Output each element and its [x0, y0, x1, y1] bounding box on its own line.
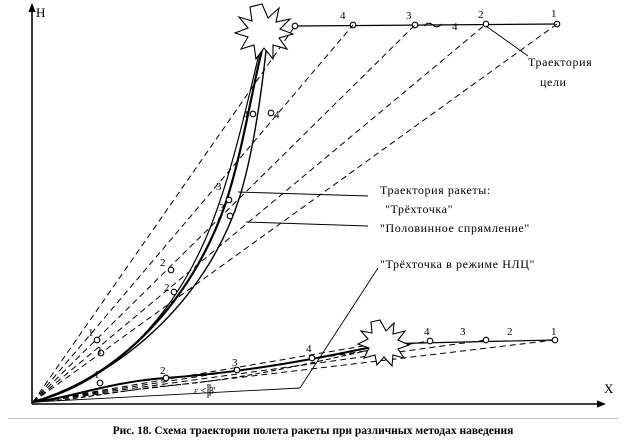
sight-lines-upper	[33, 21, 557, 402]
figure-caption: Рис. 18. Схема траектории полета ракеты при различных методах наведения	[112, 425, 514, 437]
annotation-target-trajectory-line1: Траектория	[528, 55, 593, 69]
intercept-burst-lower	[358, 320, 409, 366]
annotation-angle-epsilon: ε < 3'	[194, 386, 216, 397]
missile-tracks-upper	[33, 32, 274, 402]
marker-target-lower-2: 2	[507, 326, 513, 338]
axis-label-y: H	[36, 5, 46, 20]
marker-missile-lower-3: 3	[232, 357, 238, 369]
target-track-upper	[292, 21, 560, 29]
annotation-missile-trajectory-title: Траектория ракеты:	[380, 183, 491, 197]
marker-target-upper-4: 4	[340, 10, 346, 22]
axis-label-x: X	[604, 381, 614, 396]
marker-target-upper-2: 2	[478, 9, 484, 21]
marker-target-upper-1: 1	[551, 8, 557, 20]
marker-missile-lower-4: 4	[306, 343, 312, 355]
marker-target-upper-4b: 4	[452, 21, 458, 33]
marker-missile-upper-3a: 3	[216, 181, 222, 193]
marker-target-lower-4: 4	[424, 326, 430, 338]
marker-missile-upper-2b: 2	[164, 282, 170, 294]
caption-divider	[8, 418, 618, 419]
annotation-method-half-straight: "Половинное спрямление"	[380, 221, 530, 235]
annotation-method-three-point: "Трёхточка"	[385, 202, 454, 216]
marker-missile-upper-4b: 4	[274, 109, 280, 121]
intercept-burst-upper	[235, 4, 293, 59]
marker-missile-upper-1a: 1	[88, 327, 94, 339]
marker-missile-upper-3b: 3	[219, 202, 225, 214]
marker-missile-upper-1b: 1	[97, 345, 103, 357]
marker-missile-lower-2: 2	[160, 365, 166, 377]
sight-lines-lower	[33, 340, 555, 402]
annotation-method-nlc: "Трёхточка в режиме НЛЦ"	[380, 257, 535, 271]
marker-missile-upper-2a: 2	[160, 257, 166, 269]
marker-missile-upper-4a: 4	[243, 109, 249, 121]
marker-missile-lower-1: 1	[94, 369, 100, 381]
axes	[28, 3, 606, 408]
marker-target-upper-3: 3	[406, 10, 412, 22]
marker-target-lower-1: 1	[551, 326, 557, 338]
annotation-target-trajectory-line2: цели	[540, 75, 567, 89]
marker-target-lower-3: 3	[460, 326, 466, 338]
